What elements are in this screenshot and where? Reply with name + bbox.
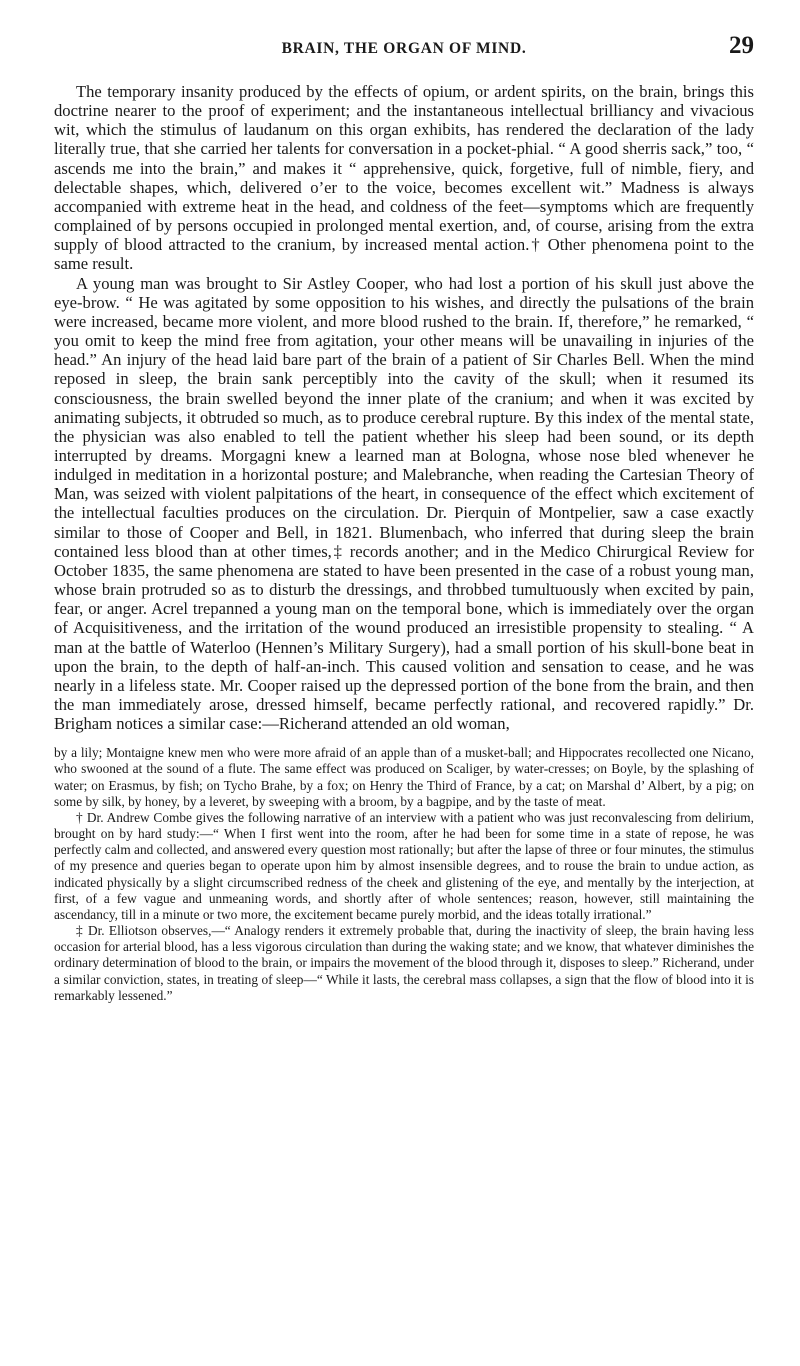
page-header <box>54 32 754 74</box>
footnote-continuation: by a lily; Montaigne knew men who were more afraid of an apple than of a musket-ball; and Hippocrates recollected one Nicano, who swooned at the sound of a flute. The same effect was produced on Scaliger, by water-cresses; on Boyle, by the splashing of water; on Erasmus, by fish; on Tycho Brahe, by a fox; on Henry the Third of France, by a cat; on Marshal d’ Albert, by a pig; on some by silk, by honey, by a leveret, by sweeping with a broom, by a bagpipe, and by the taste of meat. <box>54 745 754 809</box>
footnote-double-dagger: ‡ Dr. Elliotson observes,—“ Analogy renders it extremely probable that, during the inactivity of sleep, the brain having less occasion for arterial blood, has a less vigorous circulation than during the waking state; and we know, that whatever diminishes the ordinary determination of blood to the brain, or impairs the movement of the blood through it, disposes to sleep.” Richerand, under a similar conviction, states, in treating of sleep—“ While it lasts, the cerebral mass collapses, a sign that the flow of blood into it is remarkably lessened.” <box>54 923 754 1003</box>
footnotes <box>54 745 754 1004</box>
page-number: 29 <box>729 32 754 59</box>
paragraph-opium: The temporary insanity produced by the effects of opium, or ardent spirits, on the brain, brings this doctrine nearer to the proof of experiment; and the instantaneous intellectual brilliancy and vivacious wit, which the stimulus of laudanum on this organ exhibits, has rendered the declaration of the lady literally true, that she carried her talents for conversation in a pocket-phial. “ A good sherris sack,” too, “ ascends me into the brain,” and makes it “ apprehensive, quick, forgetive, full of nimble, fiery, and delectable shapes, which, delivered o’er to the voice, becomes excellent wit.” Madness is always accompanied with extreme heat in the head, and coldness of the feet—symptoms which are frequently complained of by persons occupied in prolonged mental exertion, and, of course, arising from the extra supply of blood attracted to the cranium, by increased mental action.† Other phenomena point to the same result. <box>54 82 754 274</box>
running-title: BRAIN, THE ORGAN OF MIND. <box>281 40 527 57</box>
paragraph-astley-cooper: A young man was brought to Sir Astley Cooper, who had lost a portion of his skull just above the eye-brow. “ He was agitated by some opposition to his wishes, and directly the pulsations of the brain were increased, became more violent, and more blood rushed to the brain. If, therefore,” he remarked, “ you omit to keep the mind free from agitation, your other means will be unavailing in injuries of the head.” An injury of the head laid bare part of the brain of a patient of Sir Charles Bell. When the mind reposed in sleep, the brain sank perceptibly into the cavity of the skull; when it resumed its consciousness, the brain swelled beyond the inner plate of the cranium; and when it was excited by animating subjects, it obtruded so much, as to produce cerebral rupture. By this index of the mental state, the physician was also enabled to tell the patient whether his sleep had been sound, or its depth interrupted by dreams. Morgagni knew a learned man at Bologna, whose nose bled whenever he indulged in meditation in a horizontal posture; and Malebranche, when reading the Cartesian Theory of Man, was seized with violent palpitations of the heart, in consequence of the effect which excitement of the intellectual faculties produces on the circulation. Dr. Pierquin of Montpelier, saw a case exactly similar to those of Cooper and Bell, in 1821. Blumenbach, who inferred that during sleep the brain contained less blood than at other times,‡ records another; and in the Medico Chirurgical Review for October 1835, the same phenomena are stated to have been presented in the case of a robust young man, whose brain protruded so as to disturb the dressings, and throbbed tumultuously when excited by pain, fear, or anger. Acrel trepanned a young man on the temporal bone, which is immediately over the organ of Acquisitiveness, and the irritation of the wound produced an irresistible propensity to stealing. “ A man at the battle of Waterloo (Hennen’s Military Surgery), had a small portion of his skull-bone beat in upon the brain, to the depth of half-an-inch. This caused volition and sensation to cease, and he was nearly in a lifeless state. Mr. Cooper raised up the depressed portion of the bone from the brain, and then the man immediately arose, dressed himself, became perfectly rational, and recovered rapidly.” Dr. Brigham notices a similar case:—Richerand attended an old woman, <box>54 273 754 734</box>
footnote-dagger: † Dr. Andrew Combe gives the following narrative of an interview with a patient who was just reconvalescing from delirium, brought on by hard study:—“ When I first went into the room, after he had been for some time in a state of repose, he was perfectly calm and collected, and answered every question most rationally; but after the lapse of three or four minutes, the stimulus of my presence and queries began to operate upon him by almost insensible degrees, and to rouse the brain to undue action, as indicated physically by a slight circumscribed redness of the cheek and glistening of the eye, and mentally by the interjection, at first, of a few vague and unmeaning words, and shortly after of whole sentences; reason, however, still maintaining the ascendancy, till in a minute or two more, the excitement became purely morbid, and the ideas totally irrational.” <box>54 809 754 922</box>
body-text <box>54 82 754 733</box>
